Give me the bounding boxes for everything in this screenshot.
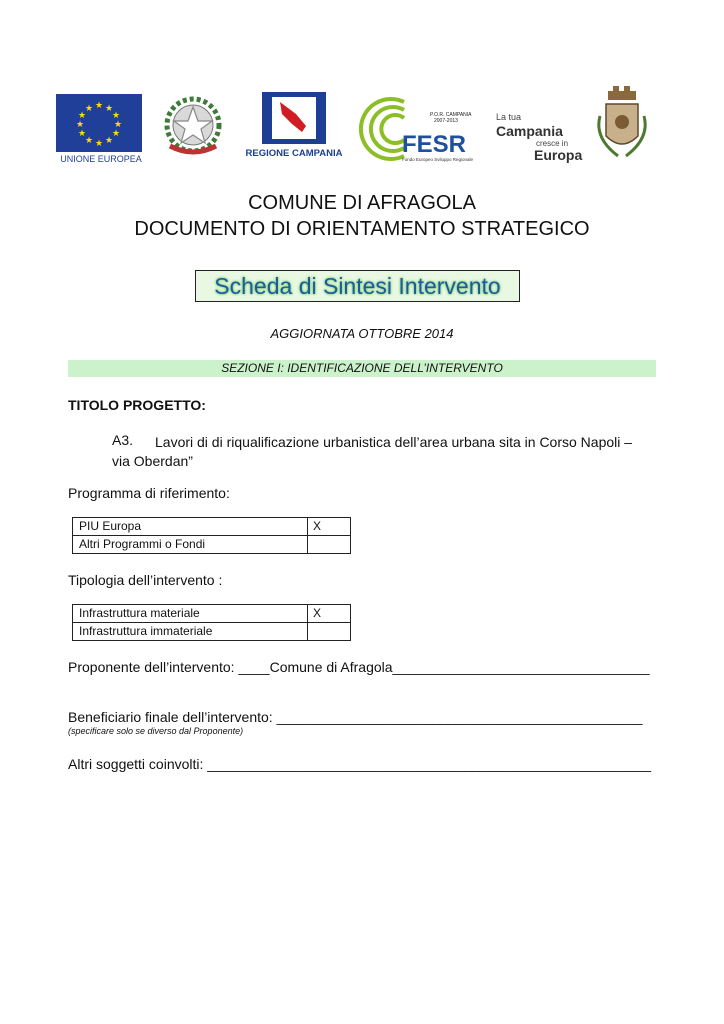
beneficiario-field[interactable]: Beneficiario finale dell’intervento: _______________________________________________ xyxy=(68,709,643,725)
programma-option-mark[interactable]: X xyxy=(308,518,351,536)
table-row xyxy=(73,518,351,536)
table-row xyxy=(73,623,351,641)
svg-text:★: ★ xyxy=(111,129,121,139)
tipologia-option-label: Infrastruttura immateriale xyxy=(73,623,308,641)
svg-text:★: ★ xyxy=(104,104,114,114)
scheda-title: Scheda di Sintesi Intervento xyxy=(214,272,501,299)
campania-label: REGIONE CAMPANIA xyxy=(245,148,343,159)
fesr-subtitle: Fondo Europeo Sviluppo Regionale xyxy=(402,157,474,162)
tipologia-option-label: Infrastruttura materiale xyxy=(73,605,308,623)
eu-label: UNIONE EUROPEA xyxy=(60,154,142,164)
svg-text:★: ★ xyxy=(94,139,104,149)
svg-text:★: ★ xyxy=(94,101,104,111)
programma-option-label: Altri Programmi o Fondi xyxy=(73,536,308,554)
updated-date: AGGIORNATA OTTOBRE 2014 xyxy=(270,326,454,341)
scheda-title-box xyxy=(195,270,520,302)
beneficiario-note: (specificare solo se diverso dal Proponente) xyxy=(68,726,244,736)
svg-text:★: ★ xyxy=(111,111,121,121)
project-title-line2: via Oberdan” xyxy=(112,453,193,469)
altri-soggetti-field[interactable]: Altri soggetti coinvolti: _________________________________________________________ xyxy=(68,756,652,772)
project-title-label: TITOLO PROGETTO: xyxy=(68,397,206,413)
project-title-line1: Lavori di di riqualificazione urbanistica dell’area urbana sita in Corso Napoli – xyxy=(155,434,633,450)
italian-republic-emblem xyxy=(162,94,224,160)
tua-cresce-text: cresce in xyxy=(536,139,569,148)
tua-small-text: La tua xyxy=(496,112,522,122)
svg-text:★: ★ xyxy=(84,136,94,146)
fesr-title: FESR xyxy=(402,131,467,158)
la-tua-campania-logo xyxy=(494,110,583,164)
svg-text:★: ★ xyxy=(77,111,87,121)
afragola-crest xyxy=(592,86,652,164)
project-code: A3. xyxy=(112,432,134,448)
svg-text:★: ★ xyxy=(75,120,85,130)
fesr-years-text: 2007-2013 xyxy=(434,118,458,124)
tipologia-option-mark[interactable] xyxy=(308,623,351,641)
svg-text:★: ★ xyxy=(77,129,87,139)
programma-table xyxy=(72,517,351,554)
svg-text:★: ★ xyxy=(104,136,114,146)
programma-option-mark[interactable] xyxy=(308,536,351,554)
tipologia-table xyxy=(72,604,351,641)
fesr-logo xyxy=(358,94,474,164)
tua-campania-text: Campania xyxy=(496,123,563,139)
svg-text:★: ★ xyxy=(84,104,94,114)
regione-campania-logo xyxy=(246,92,342,162)
document-title-line2: DOCUMENTO DI ORIENTAMENTO STRATEGICO xyxy=(134,218,590,240)
programma-option-label: PIU Europa xyxy=(73,518,308,536)
document-title-line1: COMUNE DI AFRAGOLA xyxy=(248,192,476,214)
tipologia-option-mark[interactable]: X xyxy=(308,605,351,623)
programma-label: Programma di riferimento: xyxy=(68,485,230,501)
fesr-por-text: P.O.R. CAMPANIA xyxy=(430,112,472,118)
proponente-field[interactable]: Proponente dell’intervento: ____Comune di Afragola_________________________________ xyxy=(68,659,650,675)
table-row xyxy=(73,536,351,554)
tua-europa-text: Europa xyxy=(534,147,583,163)
table-row xyxy=(73,605,351,623)
section-header: SEZIONE I: IDENTIFICAZIONE DELL’INTERVENTO xyxy=(68,360,656,377)
tipologia-label: Tipologia dell’intervento : xyxy=(68,572,223,588)
svg-text:★: ★ xyxy=(113,120,123,130)
eu-flag-logo xyxy=(56,94,142,152)
